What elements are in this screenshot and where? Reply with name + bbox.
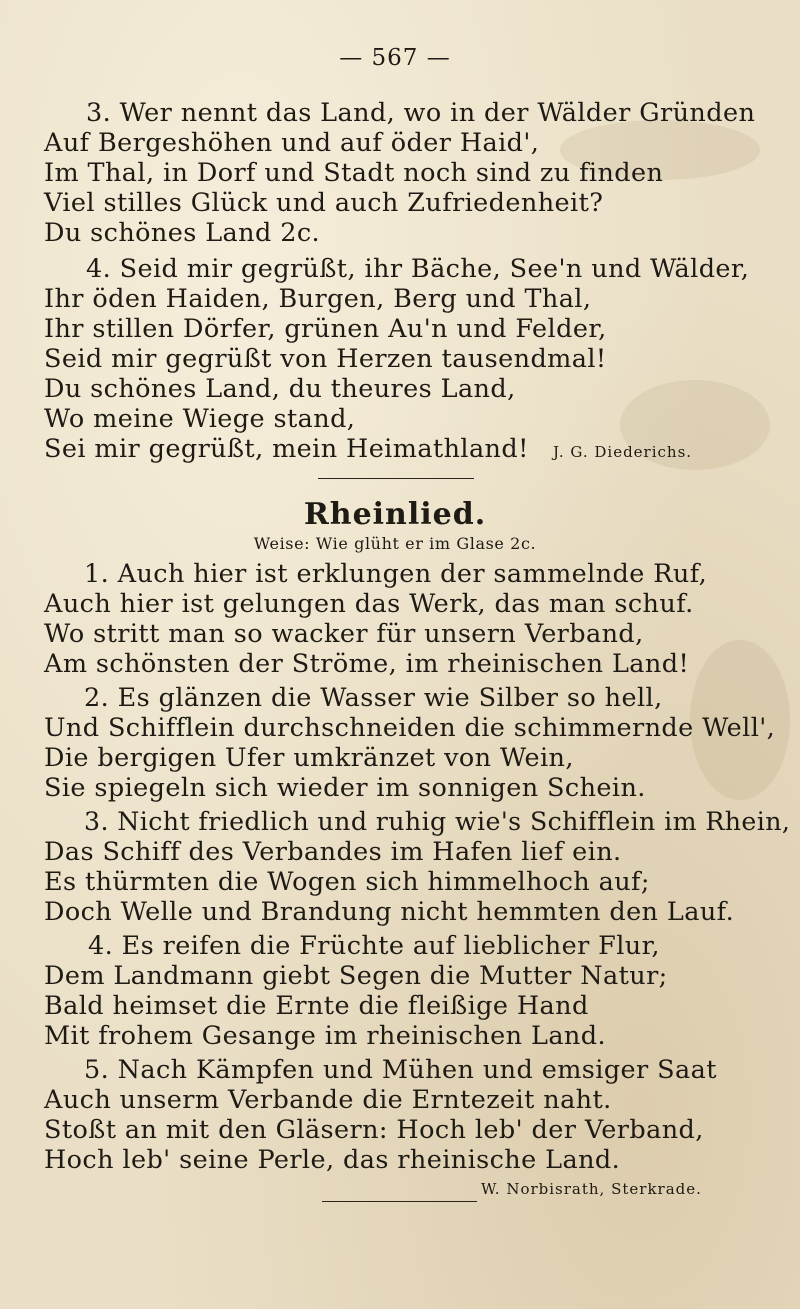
poem-line: Bald heimset die Ernte die fleißige Hand: [44, 991, 589, 1021]
poem-line: Sie spiegeln sich wieder im sonnigen Schein.: [44, 773, 646, 803]
poem-line: Im Thal, in Dorf und Stadt noch sind zu finden: [44, 158, 664, 188]
section-divider: [318, 478, 474, 479]
poem-line: Am schönsten der Ströme, im rheinischen Land!: [44, 649, 690, 679]
poem-line: Dem Landmann giebt Segen die Mutter Natur;: [44, 961, 668, 991]
poem-line: Du schönes Land, du theures Land,: [44, 374, 516, 404]
poem-line: Stoßt an mit den Gläsern: Hoch leb' der Verband,: [44, 1115, 704, 1145]
signature-rule: [322, 1201, 477, 1202]
poem-line: Ihr öden Haiden, Burgen, Berg und Thal,: [44, 284, 592, 314]
author-signature: J. G. Diederichs.: [553, 443, 693, 461]
poem-title: Rheinlied.: [303, 497, 487, 532]
poem-line: 4. Seid mir gegrüßt, ihr Bäche, See'n und Wälder,: [86, 254, 750, 284]
poem-line: Du schönes Land 2c.: [44, 218, 321, 248]
poem-line: Es thürmten die Wogen sich himmelhoch auf;: [44, 867, 650, 897]
poem-line: Hoch leb' seine Perle, das rheinische Land.: [44, 1145, 621, 1175]
poem-line: 2. Es glänzen die Wasser wie Silber so hell,: [84, 683, 663, 713]
poem-line: Wo stritt man so wacker für unsern Verband,: [44, 619, 644, 649]
poem-line: Mit frohem Gesange im rheinischen Land.: [44, 1021, 606, 1051]
poem-line: 3. Wer nennt das Land, wo in der Wälder Gründen: [86, 98, 756, 128]
poem-line: Und Schifflein durchschneiden die schimmernde Well',: [44, 713, 776, 743]
poem-line: Doch Welle und Brandung nicht hemmten den Lauf.: [44, 897, 735, 927]
poem-line: Die bergigen Ufer umkränzet von Wein,: [44, 743, 574, 773]
poem-line: 1. Auch hier ist erklungen der sammelnde Ruf,: [84, 559, 708, 589]
poem-line: Sei mir gegrüßt, mein Heimathland!: [44, 434, 529, 464]
poem-line: Das Schiff des Verbandes im Hafen lief ein.: [44, 837, 622, 867]
poem-line: Seid mir gegrüßt von Herzen tausendmal!: [44, 344, 607, 374]
poem-line: Auch unserm Verbande die Erntezeit naht.: [44, 1085, 612, 1115]
page-number: — 567 —: [339, 45, 451, 71]
poem-line: 4. Es reifen die Früchte auf lieblicher Flur,: [88, 931, 660, 961]
poem-line: 5. Nach Kämpfen und Mühen und emsiger Saat: [84, 1055, 717, 1085]
author-signature: W. Norbisrath, Sterkrade.: [481, 1180, 702, 1198]
poem-line: Viel stilles Glück und auch Zufriedenheit?: [44, 188, 604, 218]
melody-note: Weise: Wie glüht er im Glase 2c.: [253, 534, 537, 553]
poem-line: Auf Bergeshöhen und auf öder Haid',: [44, 128, 540, 158]
poem-line: Ihr stillen Dörfer, grünen Au'n und Felder,: [44, 314, 607, 344]
poem-line: Wo meine Wiege stand,: [44, 404, 356, 434]
poem-line: Auch hier ist gelungen das Werk, das man schuf.: [44, 589, 694, 619]
poem-line: 3. Nicht friedlich und ruhig wie's Schifflein im Rhein,: [84, 807, 791, 837]
